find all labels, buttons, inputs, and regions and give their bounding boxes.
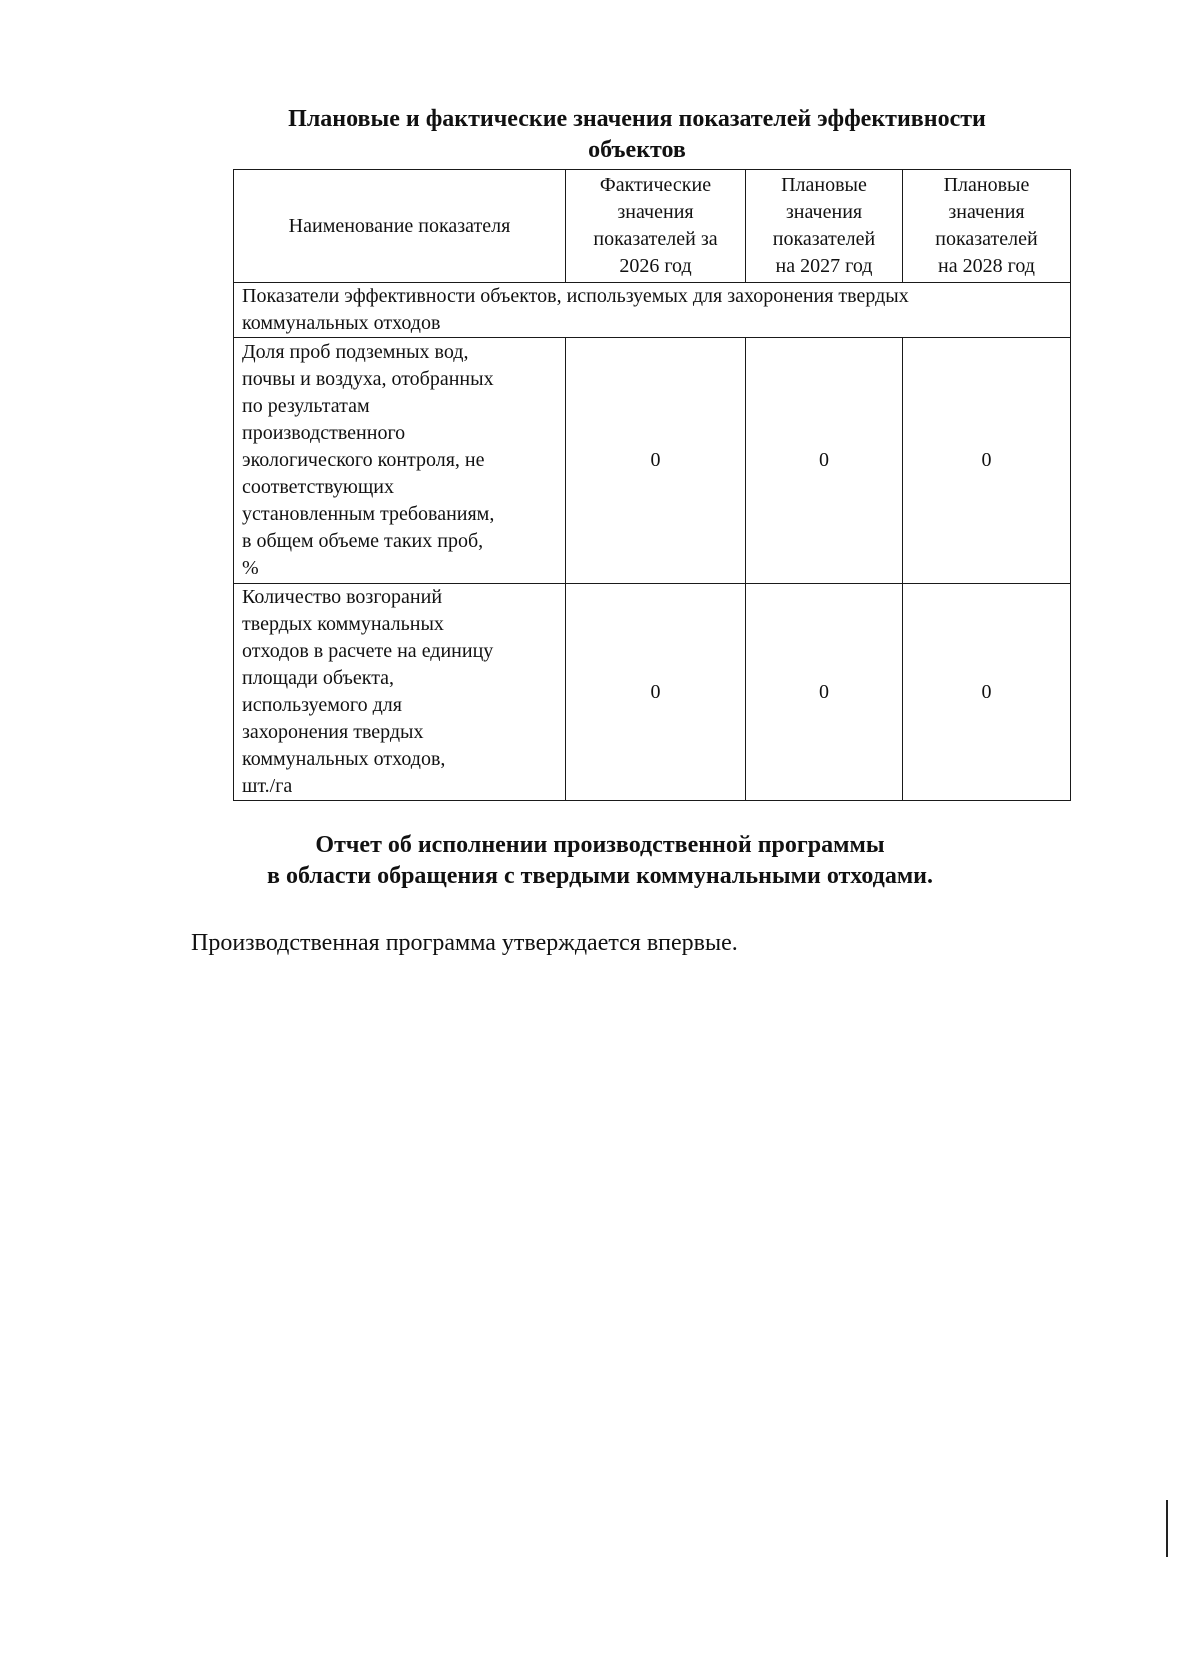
indicator-name-line: в общем объеме таких проб, <box>242 530 484 552</box>
indicator-name-line: коммунальных отходов, <box>242 748 446 770</box>
indicator-name-line: шт./га <box>242 775 293 797</box>
indicators-title-line1: Плановые и фактические значения показателей эффективности <box>288 106 986 132</box>
indicator-name-line: Количество возгораний <box>242 586 443 608</box>
value-2026: 0 <box>566 584 746 801</box>
indicators-title-line2: объектов <box>588 137 686 163</box>
header-indicator-name: Наименование показателя <box>234 170 566 283</box>
value-2028: 0 <box>903 584 1071 801</box>
indicator-name-line: экологического контроля, не <box>242 449 485 471</box>
header-line: Плановые <box>943 174 1030 196</box>
section-heading <box>234 283 1071 338</box>
report-title-line1: Отчет об исполнении производственной программы <box>315 832 885 858</box>
table-section-row <box>234 283 1071 338</box>
table-row <box>234 584 1071 801</box>
header-actual-2026 <box>566 170 746 283</box>
margin-scan-mark <box>1166 1500 1168 1557</box>
header-line: показателей за <box>593 228 718 250</box>
header-line: показателей <box>935 228 1038 250</box>
header-line: на 2027 год <box>775 255 873 277</box>
indicator-name-line: производственного <box>242 422 406 444</box>
indicator-name-line: установленным требованиям, <box>242 503 495 525</box>
header-line: показателей <box>772 228 876 250</box>
report-text: Производственная программа утверждается впервые. <box>191 930 738 956</box>
indicator-name-line: захоронения твердых <box>242 721 424 743</box>
indicators-title <box>224 104 1050 166</box>
section-line: коммунальных отходов <box>242 312 441 334</box>
header-line: значения <box>617 201 694 223</box>
indicator-name-line: отходов в расчете на единицу <box>242 640 494 662</box>
header-line: на 2028 год <box>938 255 1035 277</box>
value-2026: 0 <box>566 338 746 584</box>
indicator-name-line: % <box>242 557 259 579</box>
header-planned-2027 <box>746 170 903 283</box>
report-title-line2: в области обращения с твердыми коммунальными отходами. <box>266 863 933 889</box>
indicator-name-line: по результатам <box>242 395 370 417</box>
indicator-name <box>234 584 566 801</box>
indicator-name-line: твердых коммунальных <box>242 613 444 635</box>
indicator-name-line: почвы и воздуха, отобранных <box>242 368 494 390</box>
indicator-name-line: соответствующих <box>242 476 394 498</box>
header-line: Плановые <box>781 174 867 196</box>
table-header-row <box>234 170 1071 283</box>
indicator-name-line: Доля проб подземных вод, <box>242 341 469 363</box>
value-2027: 0 <box>746 338 903 584</box>
indicator-name-line: используемого для <box>242 694 402 716</box>
table-row <box>234 338 1071 584</box>
header-line: Фактические <box>599 174 712 196</box>
header-line: значения <box>948 201 1025 223</box>
section-line: Показатели эффективности объектов, используемых для захоронения твердых <box>242 285 909 307</box>
header-line: 2026 год <box>619 255 692 277</box>
indicator-name <box>234 338 566 584</box>
value-2027: 0 <box>746 584 903 801</box>
indicators-table <box>233 169 1071 801</box>
indicator-name-line: площади объекта, <box>242 667 395 689</box>
header-line: значения <box>785 201 863 223</box>
value-2028: 0 <box>903 338 1071 584</box>
report-title <box>180 830 1020 892</box>
header-planned-2028 <box>903 170 1071 283</box>
